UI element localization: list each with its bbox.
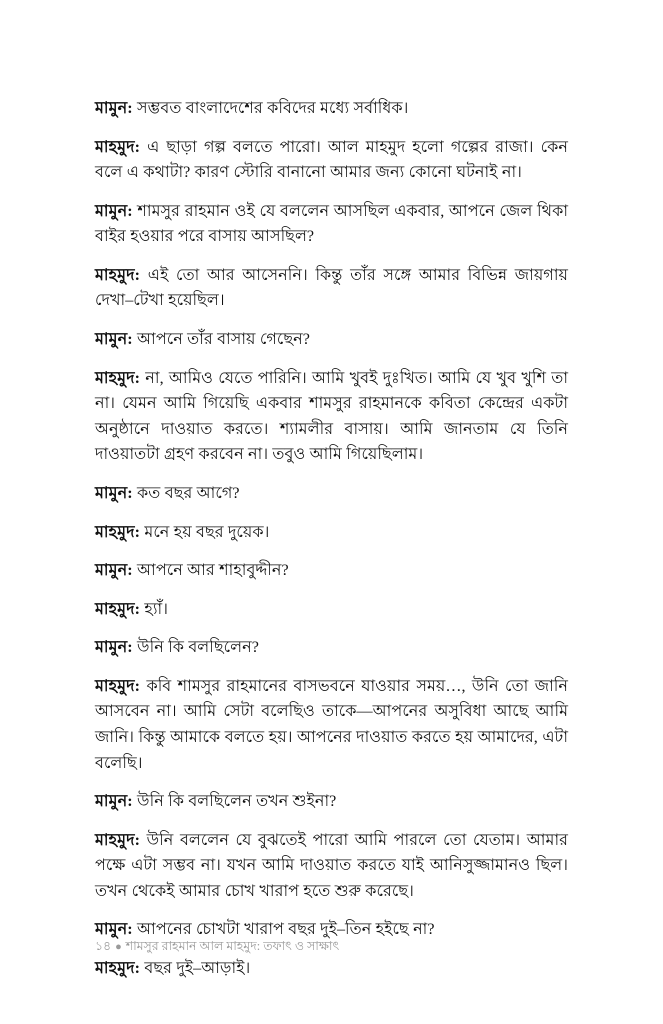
- speech-text: এই তো আর আসেননি। কিন্তু তাঁর সঙ্গে আমার বিভিন্ন জায়গায় দেখা–টেখা হয়েছিল।: [95, 266, 568, 310]
- speech-text: এ ছাড়া গল্প বলতে পারো। আল মাহমুদ হলো গল্পের রাজা। কেন বলে এ কথাটা? কারণ স্টোরি বানানো আমার জন্য কোনো ঘটনাই না।: [95, 138, 568, 182]
- speech-text: মনে হয় বছর দুয়েক।: [140, 523, 270, 541]
- dialogue-line: [95, 481, 568, 507]
- dialogue-body: [95, 96, 568, 982]
- speaker-label: মাহমুদ:: [95, 369, 141, 387]
- speaker-label: মাহমুদ:: [95, 523, 141, 541]
- dialogue-line: [95, 263, 568, 314]
- dialogue-line: [95, 199, 568, 250]
- speech-text: উনি বললেন যে বুঝতেই পারো আমি পারলে তো যেতাম। আমার পক্ষে এটা সম্ভব না। যখন আমি দাওয়াত করতে যাই আনিসুজ্জামানও ছিল। তখন থেকেই আমার চোখ খারাপ হতে শুরু করেছে।: [95, 831, 568, 900]
- speech-text: না, আমিও যেতে পারিনি। আমি খুবই দুঃখিত। আমি যে খুব খুশি তা না। যেমন আমি গিয়েছি একবার শামসুর রাহমানকে কবিতা কেন্দ্রের একটা অনুষ্ঠানে দাওয়াত করতে। শ্যামলীর বাসায়। আমি জানতাম যে তিনি দাওয়াতটা গ্রহণ করবেন না। তবুও আমি গিয়েছিলাম।: [95, 369, 568, 464]
- footer-book-title: শামসুর রাহমান আল মাহমুদ: তফাৎ ও সাক্ষাৎ: [125, 939, 340, 953]
- footer-page-number: ১৪: [95, 939, 112, 953]
- speaker-label: মামুন:: [95, 562, 133, 580]
- dialogue-line: [95, 135, 568, 186]
- speech-text: সম্ভবত বাংলাদেশের কবিদের মধ্যে সর্বাধিক।: [132, 100, 409, 117]
- speaker-label: মাহমুদ:: [95, 138, 141, 156]
- speaker-label: মাহমুদ:: [95, 960, 141, 978]
- speech-text: উনি কি বলছিলেন?: [132, 639, 259, 657]
- speech-text: আপনের চোখটা খারাপ বছর দুই–তিন হইছে না?: [132, 921, 435, 939]
- speaker-label: মাহমুদ:: [95, 266, 141, 284]
- dialogue-line: [95, 635, 568, 661]
- dialogue-line: [95, 828, 568, 905]
- speech-text: হ্যাঁ।: [140, 600, 168, 618]
- dialogue-line: [95, 327, 568, 353]
- page-footer: [95, 938, 568, 954]
- speaker-label: মামুন:: [95, 100, 133, 117]
- footer-bullet-icon: ●: [115, 941, 122, 953]
- speaker-label: মাহমুদ:: [95, 677, 141, 695]
- speaker-label: মামুন:: [95, 484, 133, 502]
- speaker-label: মামুন:: [95, 331, 133, 349]
- dialogue-line: [95, 789, 568, 815]
- speech-text: কবি শামসুর রাহমানের বাসভবনে যাওয়ার সময়…, উনি তো জানি আসবেন না। আমি সেটা বলেছিও তাকে—আপনের অসুবিধা আছে আমি জানি। কিন্তু আমাকে বলতে হয়। আপনের দাওয়াত করতে হয় আমাদের, এটা বলেছি।: [95, 677, 568, 772]
- speech-text: কত বছর আগে?: [132, 484, 240, 502]
- speaker-label: মামুন:: [95, 793, 133, 811]
- speech-text: শামসুর রাহমান ওই যে বললেন আসছিল একবার, আপনে জেল থিকা বাইর হওয়ার পরে বাসায় আসছিল?: [95, 202, 568, 246]
- dialogue-line: [95, 96, 568, 122]
- speaker-label: মাহমুদ:: [95, 600, 141, 618]
- dialogue-line: [95, 366, 568, 468]
- speech-text: উনি কি বলছিলেন তখন শুইনা?: [132, 793, 337, 811]
- dialogue-line: [95, 956, 568, 982]
- dialogue-line: [95, 558, 568, 584]
- dialogue-line: [95, 674, 568, 776]
- dialogue-line: [95, 597, 568, 623]
- speech-text: আপনে আর শাহাবুদ্দীন?: [132, 562, 289, 580]
- speaker-label: মামুন:: [95, 202, 133, 220]
- speaker-label: মামুন:: [95, 921, 133, 939]
- speech-text: বছর দুই–আড়াই।: [140, 960, 251, 978]
- speech-text: আপনে তাঁর বাসায় গেছেন?: [132, 331, 310, 349]
- dialogue-line: [95, 520, 568, 546]
- speaker-label: মাহমুদ:: [95, 831, 141, 849]
- speaker-label: মামুন:: [95, 639, 133, 657]
